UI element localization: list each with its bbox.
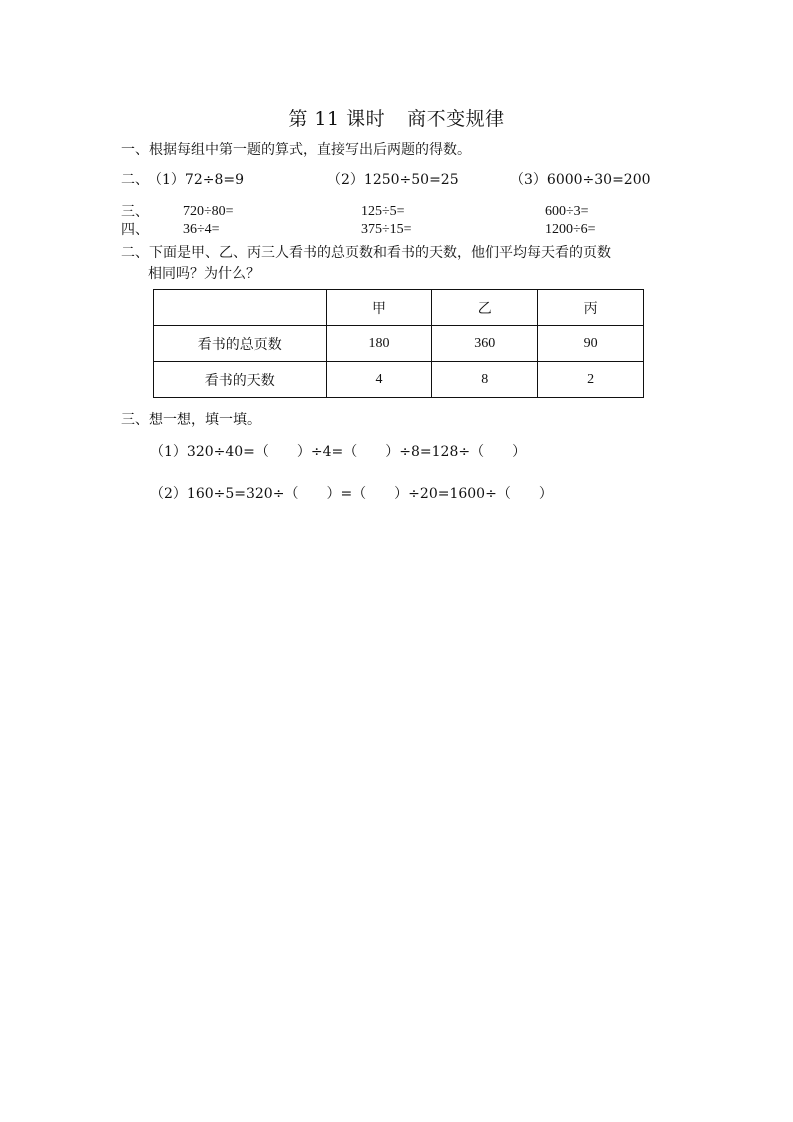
section2-heading-line1: 二、下面是甲、乙、丙三人看书的总页数和看书的天数，他们平均每天看的页数 <box>121 245 611 261</box>
table-header-cell: 甲 <box>326 290 432 326</box>
fill-in-problem-1: （1）320÷40=（ ）÷4=（ ）÷8=128÷（ ） <box>150 444 527 460</box>
table-header-cell <box>154 290 327 326</box>
page-title <box>0 104 793 131</box>
table-cell: 4 <box>326 362 432 398</box>
table-header-cell: 乙 <box>432 290 538 326</box>
table-cell: 180 <box>326 326 432 362</box>
table-row <box>154 362 644 398</box>
equation: （3）6000÷30=200 <box>510 172 651 188</box>
row-label: 三、 <box>121 204 149 220</box>
equation: 375÷15= <box>361 222 412 237</box>
table-cell: 看书的总页数 <box>154 326 327 362</box>
equation: 1200÷6= <box>545 222 596 237</box>
row-label: 四、 <box>121 222 149 238</box>
equation: 125÷5= <box>361 204 405 219</box>
lesson-number: 第 11 课时 <box>288 108 386 130</box>
lesson-topic: 商不变规律 <box>407 108 505 130</box>
table-cell: 90 <box>538 326 644 362</box>
fill-in-problem-2: （2）160÷5=320÷（ ）=（ ）÷20=1600÷（ ） <box>150 486 553 502</box>
equation: 36÷4= <box>183 222 220 237</box>
table-cell: 2 <box>538 362 644 398</box>
table-header-row <box>154 290 644 326</box>
table-cell: 8 <box>432 362 538 398</box>
table-cell: 360 <box>432 326 538 362</box>
table-row <box>154 326 644 362</box>
row-label: 二、 <box>121 172 149 188</box>
equation: （1）72÷8=9 <box>148 172 244 188</box>
table-cell: 看书的天数 <box>154 362 327 398</box>
section3-heading: 三、想一想，填一填。 <box>121 412 261 428</box>
equation: 720÷80= <box>183 204 234 219</box>
section2-heading-line2: 相同吗？为什么？ <box>148 266 260 282</box>
reading-table <box>153 289 644 398</box>
section1-heading: 一、根据每组中第一题的算式，直接写出后两题的得数。 <box>121 142 471 158</box>
equation: 600÷3= <box>545 204 589 219</box>
equation: （2）1250÷50=25 <box>327 172 459 188</box>
table-header-cell: 丙 <box>538 290 644 326</box>
